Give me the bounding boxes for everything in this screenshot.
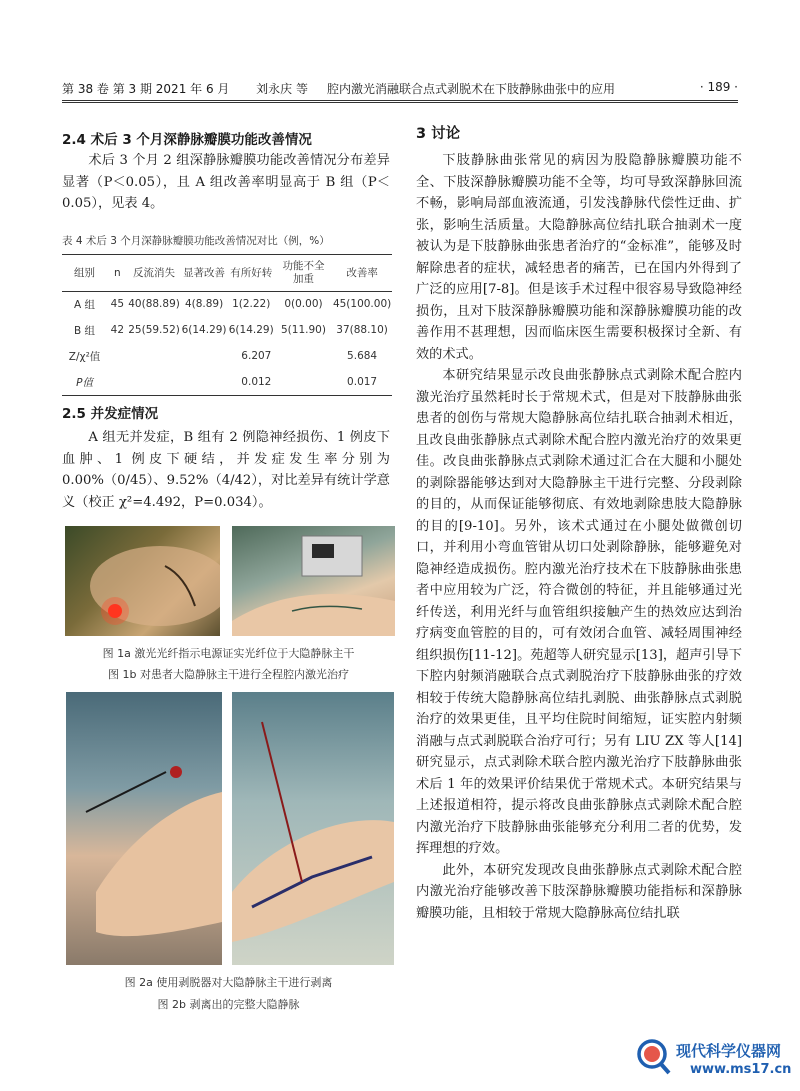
th-reflux-gone: 反流消失 [133, 267, 176, 280]
section-2-5-title: 2.5 并发症情况 [62, 406, 159, 422]
cell: 40(88.89) [128, 298, 180, 311]
cell: P值 [76, 376, 93, 389]
figure-1a-caption: 图 1a 激光光纤指示电源证实光纤位于大隐静脉主干 [102, 647, 355, 660]
cell: 6.207 [241, 350, 272, 362]
magnifier-logo-svg [632, 1036, 672, 1076]
cell: 5(11.90) [281, 324, 326, 336]
cell: 5.684 [347, 350, 378, 362]
th-n: n [114, 266, 121, 279]
watermark-url[interactable]: www.ms17.cn [690, 1062, 792, 1077]
figure-2b-illustration [232, 692, 394, 965]
figure-2b-photo [232, 692, 394, 965]
figure-1a-illustration [65, 526, 220, 636]
section-2-5-paragraph: A 组无并发症，B 组有 2 例隐神经损伤、1 例皮下血肿、1 例皮下硬结，并发症发生率分别为 0.00%（0/45）、9.52%（4/42），对比差异有统计学意义（校正 χ²=4.492，P=0.034）。 [62, 430, 390, 510]
th-rate: 改善率 [346, 267, 378, 280]
header-authors: 刘永庆 等 [256, 82, 308, 96]
cell: B 组 [74, 324, 96, 337]
figure-1b-photo [232, 526, 395, 636]
figure-2a-illustration [66, 692, 222, 965]
th-worse-label: 功能不全加重 [282, 259, 325, 285]
table-4 [62, 254, 392, 396]
header-left [62, 80, 615, 97]
figure-1a-photo [65, 526, 220, 636]
cell: 25(59.52) [128, 324, 180, 336]
cell: 42 [110, 324, 125, 336]
th-improved: 有所好转 [230, 267, 273, 280]
section-3-title: 3 讨论 [416, 126, 461, 142]
figure-2a-caption: 图 2a 使用剥脱器对大隐静脉主干进行剥离 [124, 976, 333, 989]
cell: 6(14.29) [228, 324, 274, 336]
section-2-4-text [62, 150, 390, 215]
cell: A 组 [74, 298, 96, 311]
header-article-title: 腔内激光消融联合点式剥脱术在下肢静脉曲张中的应用 [327, 82, 616, 96]
cell: 0.012 [241, 376, 272, 388]
th-significant: 显著改善 [183, 267, 226, 280]
table-header-row [62, 255, 392, 291]
table-row-stat-p [62, 369, 392, 395]
discussion-paragraph-1: 下肢静脉曲张常见的病因为股隐静脉瓣膜功能不全、下肢深静脉瓣膜功能不全等，均可导致深静脉回流不畅，影响局部血液流通，引发浅静脉代偿性迂曲、扩张，影响生活质量。大隐静脉高位结扎联合抽剥术一度被认为是下肢静脉曲张患者治疗的“金标准”，能够及时解除患者的症状，减轻患者的痛苦，已在国内外得到了广泛的应用[7-8]。但是该手术过程中很容易导致隐神经损伤，且对下肢深静脉瓣膜功能和深静脉瓣膜功能的改善作用不甚理想，因而临床医生需要积极探讨全新、有效的术式。 [416, 153, 742, 362]
cell: Z/χ²值 [68, 350, 101, 363]
discussion-paragraph-3: 此外，本研究发现改良曲张静脉点式剥除术配合腔内激光治疗能够改善下肢深静脉瓣膜功能指标和深静脉瓣膜功能，且相较于常规大隐静脉高位结扎联 [416, 862, 742, 921]
discussion-paragraph-2: 本研究结果显示改良曲张静脉点式剥除术配合腔内激光治疗虽然耗时长于常规术式，但是对下肢静脉曲张患者的创伤与常规大隐静脉高位结扎联合抽剥术相近，且改良曲张静脉点式剥除术配合腔内激光治疗的效果更佳。改良曲张静脉点式剥除术通过汇合在大腿和小腿处的剥除器能够达到对大隐静脉主干进行完整、分段剥除的目的，从而保证能够彻底、有效地剥除患肢大隐静脉的目的[9-10]。另外，该术式通过在小腿处做微创切口，并利用小弯血管钳从切口处剥除静脉，能够避免对隐神经造成损伤。腔内激光治疗技术在下肢静脉曲张患者中应用较为广泛，符合微创的特征，并且能够通过光纤传送，利用光纤与血管组织接触产生的热效应达到治疗病变血管腔的目的，可有效闭合血管、减轻周围神经组织损伤[11-12]。苑超等人研究显示[13]，超声引导下下腔内射频消融联合点式剥脱治疗下肢静脉曲张的疗效相较于传统大隐静脉高位结扎剥脱、曲张静脉点式剥脱治疗的效果更佳，且平均住院时间缩短，证实腔内射频消融与点式剥脱联合治疗可行；另有 LIU ZX 等人[14]研究显示，点式剥除术联合腔内激光治疗下肢静脉曲张术后 1 年的效果评价结果优于常规术式。本研究结果与上述报道相符，提示将改良曲张静脉点式剥除术配合腔内激光治疗下肢静脉曲张能够充分利用二者的优势，发挥理想的疗效。 [416, 368, 742, 856]
th-worse [275, 255, 332, 291]
page-number: · 189 · [699, 80, 738, 94]
th-group: 组别 [74, 267, 96, 280]
watermark-name: 现代科学仪器网 [676, 1042, 782, 1060]
cell: 0(0.00) [284, 298, 323, 311]
table-row [62, 317, 392, 343]
section-2-4-title: 2.4 术后 3 个月深静脉瓣膜功能改善情况 [62, 132, 312, 148]
cell: 45 [110, 298, 125, 311]
cell: 0.017 [347, 376, 378, 388]
figure-1b-illustration [232, 526, 395, 636]
figure-2a-photo [66, 692, 222, 965]
section-2-5-text [62, 427, 390, 513]
section-2-4-paragraph: 术后 3 个月 2 组深静脉瓣膜功能改善情况分布差异显著（P＜0.05），且 A 组改善率明显高于 B 组（P＜0.05），见表 4。 [62, 153, 390, 211]
header-rule-thin [62, 102, 738, 103]
table-row [62, 291, 392, 317]
table-4-caption: 表 4 术后 3 个月深静脉瓣膜功能改善情况对比（例，%） [62, 235, 330, 247]
cell: 37(88.10) [336, 324, 388, 336]
header-rule [62, 100, 738, 101]
figure-2b-caption: 图 2b 剥离出的完整大隐静脉 [157, 998, 300, 1011]
figure-1b-caption: 图 1b 对患者大隐静脉主干进行全程腔内激光治疗 [108, 668, 349, 681]
table-row-stat-z [62, 343, 392, 369]
cell: 6(14.29) [181, 324, 227, 336]
journal-issue: 第 38 卷 第 3 期 2021 年 6 月 [62, 82, 230, 96]
cell: 1(2.22) [232, 298, 271, 311]
cell: 45(100.00) [332, 298, 392, 311]
cell: 4(8.89) [184, 298, 224, 311]
discussion-text [416, 150, 742, 924]
magnifier-logo-icon [632, 1036, 672, 1076]
